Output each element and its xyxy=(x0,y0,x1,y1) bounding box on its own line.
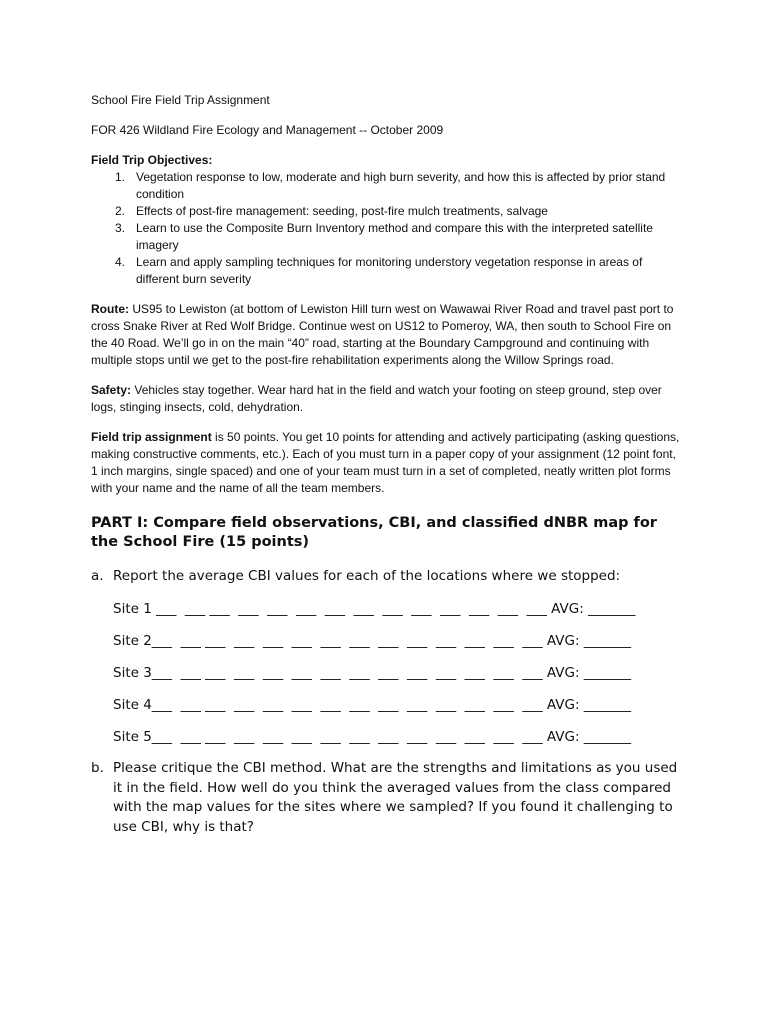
question-a-label: a. xyxy=(91,567,104,584)
list-item: 3. Learn to use the Composite Burn Inventory method and compare this with the interpreted satellite imagery xyxy=(114,221,653,252)
site-row-2: Site 2___ ___ ___ ___ ___ ___ ___ ___ ___ ___ ___ ___ ___ ___ AVG: _______ xyxy=(113,633,632,649)
question-b-label: b. xyxy=(91,760,104,776)
course-line: FOR 426 Wildland Fire Ecology and Management -- October 2009 xyxy=(91,123,444,137)
safety-label: Safety: xyxy=(91,383,132,397)
question-a-text: Report the average CBI values for each of the locations where we stopped: xyxy=(113,567,621,584)
route-paragraph xyxy=(91,301,681,369)
part1-heading: PART I: Compare field observations, CBI, and classified dNBR map for the School Fire (15 points) xyxy=(91,515,657,550)
document-page xyxy=(91,92,681,837)
safety-text: Vehicles stay together. Wear hard hat in the field and watch your footing on steep ground, step over logs, stinging insects, cold, dehydration. xyxy=(91,383,662,414)
site-row-4: Site 4___ ___ ___ ___ ___ ___ ___ ___ ___ ___ ___ ___ ___ ___ AVG: _______ xyxy=(113,697,632,713)
list-item: 2. Effects of post-fire management: seeding, post-fire mulch treatments, salvage xyxy=(114,204,548,218)
objectives-heading: Field Trip Objectives: xyxy=(91,153,213,167)
question-b xyxy=(91,759,681,837)
question-b-text: Please critique the CBI method. What are the strengths and limitations as you used it in the field. How well do you think the averaged values from the class compared with the map values for the sites where we sampled? If you found it challenging to use CBI, why is that? xyxy=(113,760,678,835)
question-a xyxy=(91,567,681,587)
site-row-3: Site 3___ ___ ___ ___ ___ ___ ___ ___ ___ ___ ___ ___ ___ ___ AVG: _______ xyxy=(113,665,632,681)
site-row-1: Site 1 ___ ___ ___ ___ ___ ___ ___ ___ ___ ___ ___ ___ ___ ___ AVG: _______ xyxy=(113,601,636,617)
document-title: School Fire Field Trip Assignment xyxy=(91,93,270,107)
assignment-paragraph xyxy=(91,429,681,497)
assignment-text: is 50 points. You get 10 points for attending and actively participating (asking questions, making constructive comments, etc.). Each of you must turn in a paper copy of your assignment (12 point font, 1 inch margins, single spaced) and one of your team must turn in a set of completed, neatly written plot forms with your name and the name of all the team members. xyxy=(91,430,680,495)
list-item: 1. Vegetation response to low, moderate and high burn severity, and how this is affected by prior stand condition xyxy=(114,170,666,201)
site-row-5: Site 5___ ___ ___ ___ ___ ___ ___ ___ ___ ___ ___ ___ ___ ___ AVG: _______ xyxy=(113,729,632,745)
route-text: US95 to Lewiston (at bottom of Lewiston Hill turn west on Wawawai River Road and travel past port to cross Snake River at Red Wolf Bridge. Continue west on US12 to Pomeroy, WA, then south to School Fire on the 40 Road. We’ll go in on the main “40” road, starting at the Boundary Campground and continuing with multiple stops until we get to the post-fire rehabilitation experiments along the Willow Springs road. xyxy=(91,302,674,367)
assignment-label: Field trip assignment xyxy=(91,430,212,444)
route-label: Route: xyxy=(91,302,129,316)
objectives-list xyxy=(91,169,681,288)
list-item: 4. Learn and apply sampling techniques for monitoring understory vegetation response in areas of different burn severity xyxy=(114,255,643,286)
safety-paragraph xyxy=(91,382,681,416)
